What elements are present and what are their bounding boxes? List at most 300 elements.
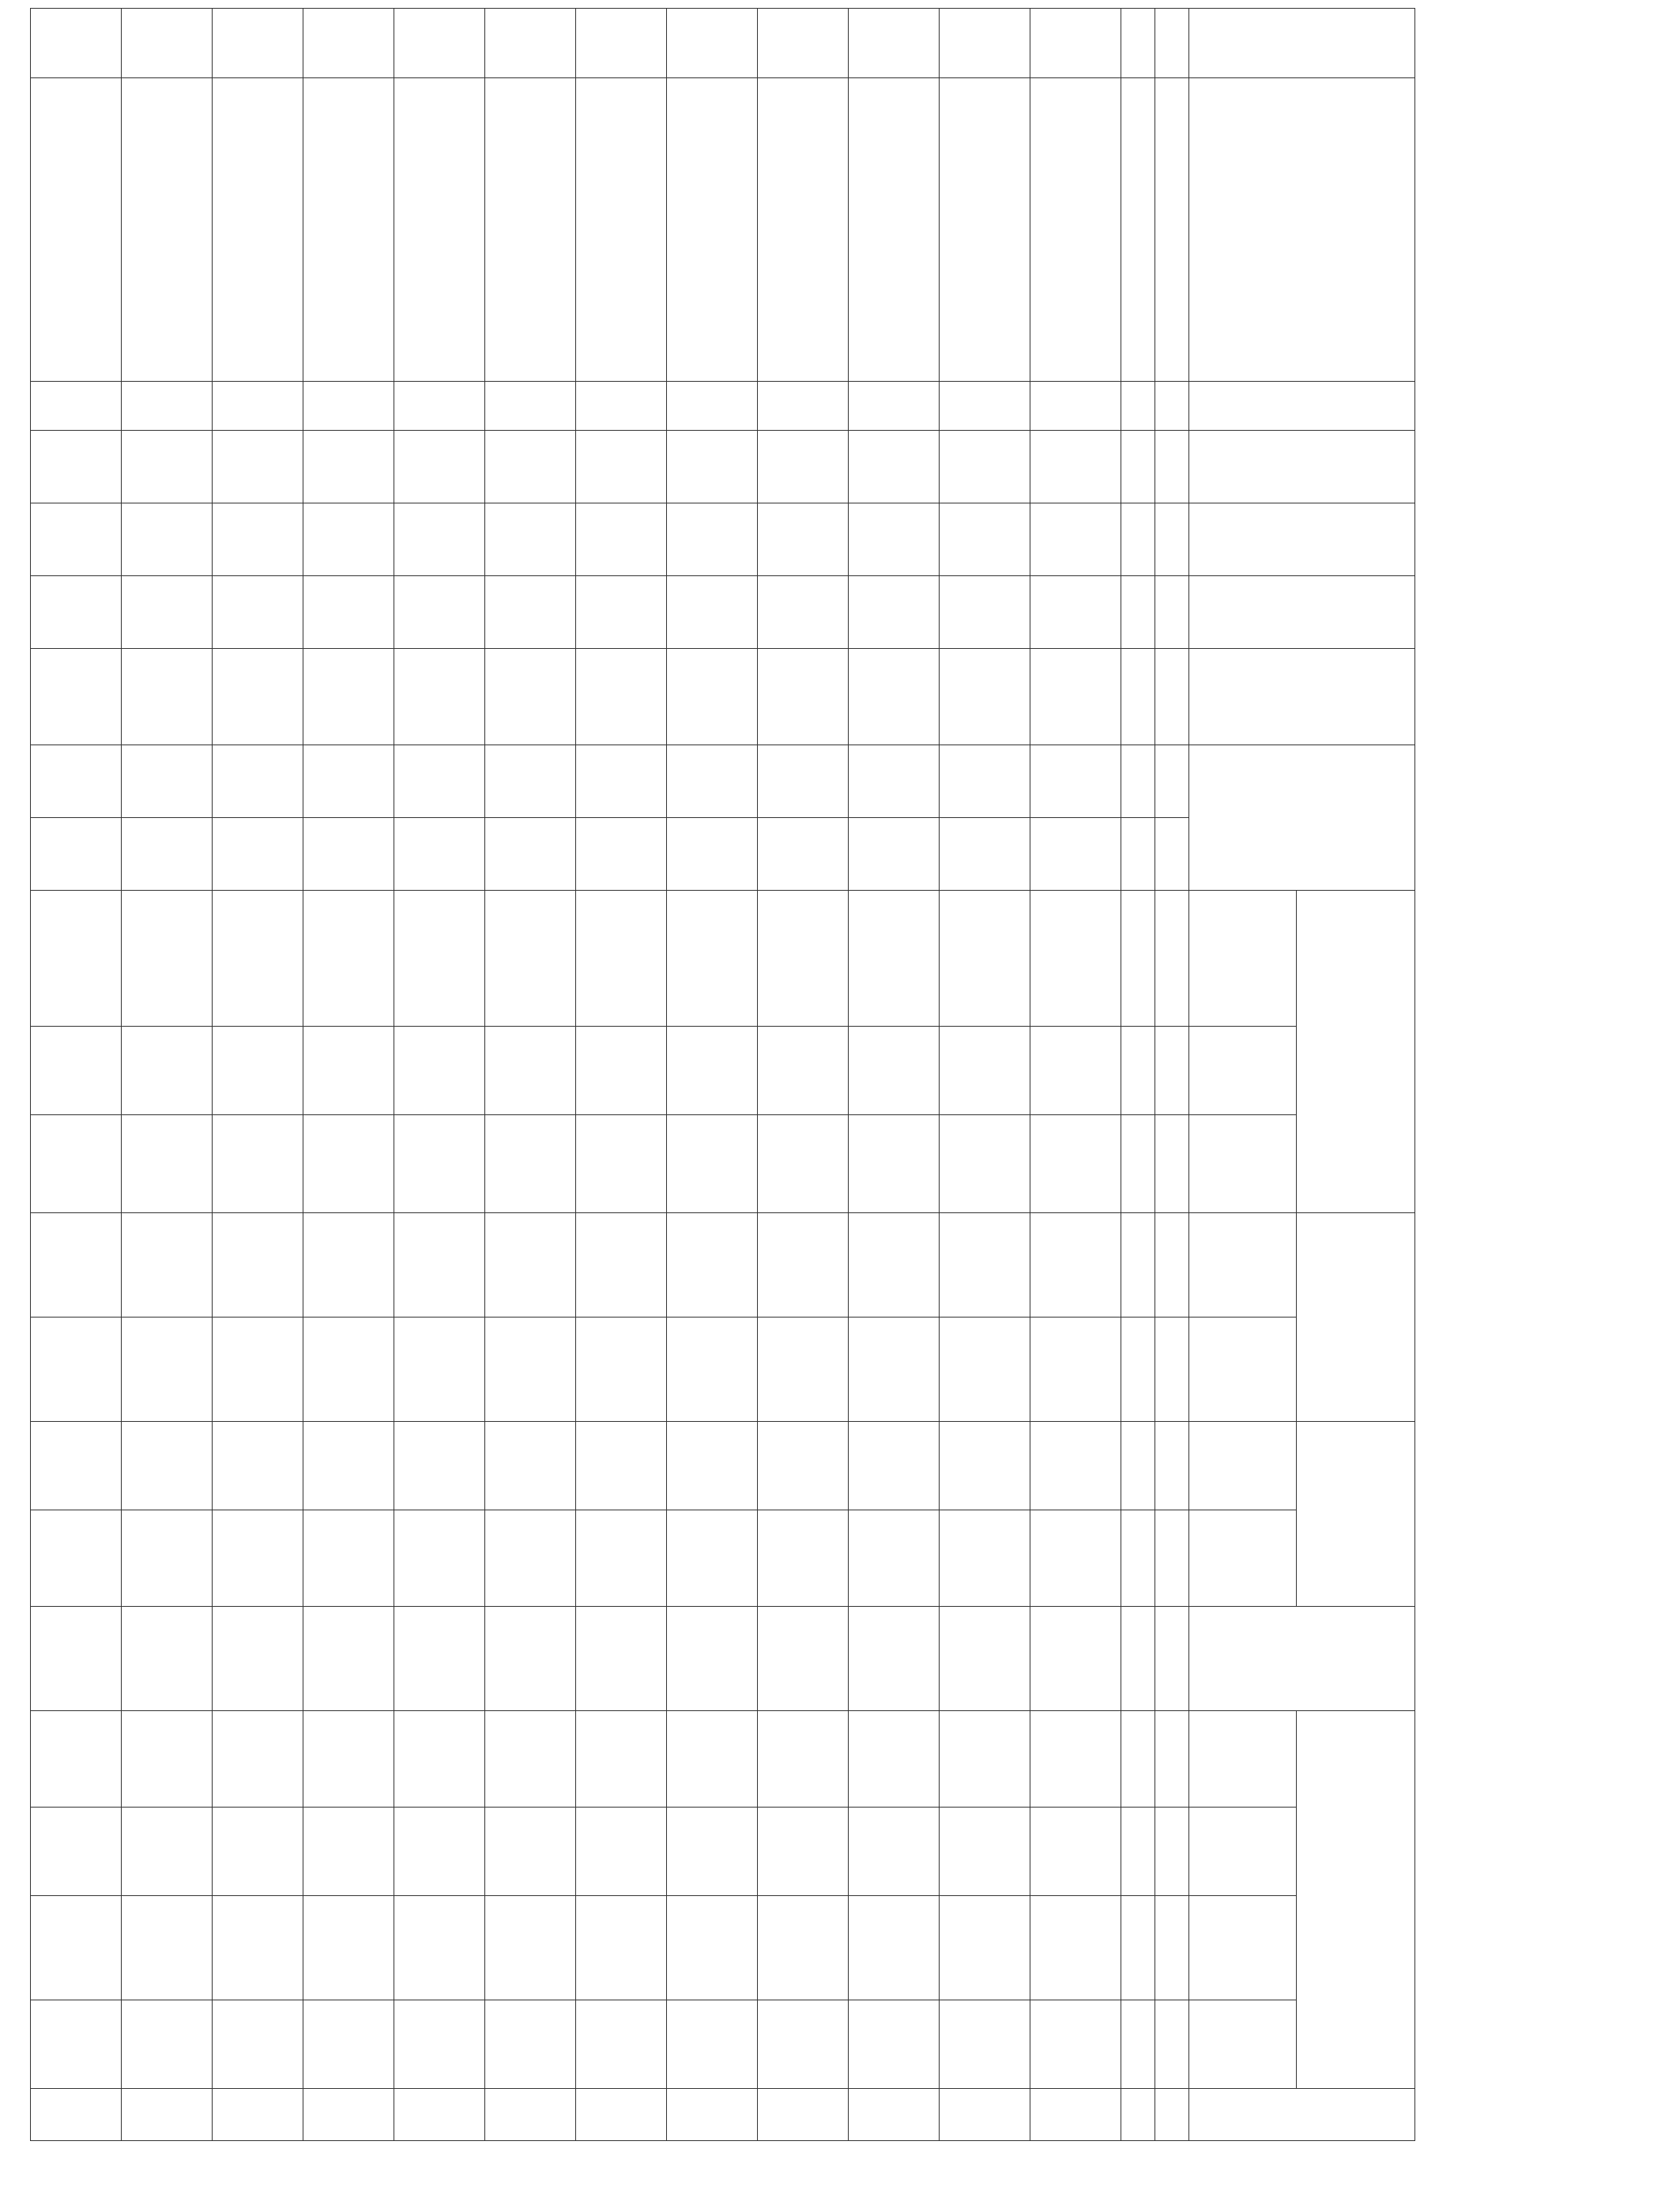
cell-paquete xyxy=(303,2000,394,2089)
col-header-cisternas-portatiles xyxy=(1297,1213,1415,1422)
cell-grupo xyxy=(667,503,758,576)
cell-instr-transporte xyxy=(485,1213,576,1318)
cell-disp-esp xyxy=(485,649,576,745)
cell-cant-exceptuada xyxy=(576,818,667,891)
col-header-categoria xyxy=(1189,1607,1415,1711)
cell-disp-esp-embalaje xyxy=(31,1027,122,1115)
cell-cant-exceptuada xyxy=(667,818,758,891)
cell-categoria xyxy=(122,1607,213,1711)
cell-granel xyxy=(213,1808,303,1896)
col-header-cantidades xyxy=(1189,745,1415,891)
cell-carga xyxy=(576,1896,667,2000)
col-number-cell xyxy=(1121,382,1155,431)
col-number-cell xyxy=(1121,503,1155,576)
table-row xyxy=(1030,9,1121,2141)
cell-disp-esp-rid xyxy=(576,1510,667,1607)
cell-codigo xyxy=(31,431,122,503)
dangerous-goods-table xyxy=(30,8,1415,2141)
cell-granel xyxy=(485,1808,576,1896)
col-header-disp-esp-cp xyxy=(1189,1318,1297,1422)
reference-row xyxy=(1155,9,1189,2141)
cell-un-no xyxy=(940,9,1030,78)
col-number-cell xyxy=(1121,1510,1155,1607)
col-header-grupo xyxy=(1189,503,1415,576)
cell-cant-limitada xyxy=(213,745,303,818)
col-number-cell xyxy=(1121,649,1155,745)
ref-cell xyxy=(1155,1422,1189,1510)
cell-codigo xyxy=(849,431,940,503)
cell-cant-limitada xyxy=(758,745,849,818)
ref-cell xyxy=(1155,891,1189,1027)
cell-disp-esp-cp xyxy=(667,1318,758,1422)
cell-carga xyxy=(1030,1896,1121,2000)
cell-instr-transporte xyxy=(31,1213,122,1318)
cell-carga xyxy=(485,1896,576,2000)
ref-cell xyxy=(1155,503,1189,576)
cell-disp-esp-cp xyxy=(1030,1318,1121,1422)
cell-disp-esp xyxy=(394,649,485,745)
cell-codigo-cisterna xyxy=(31,1422,122,1510)
cell-codigo-cisterna xyxy=(576,1422,667,1510)
cell-clase xyxy=(849,382,940,431)
cell-bultos xyxy=(485,1711,576,1808)
cell-cant-exceptuada xyxy=(940,818,1030,891)
col-header-disp-esp-embalaje xyxy=(1189,1027,1297,1115)
cell-categoria xyxy=(31,1607,122,1711)
cell-carga xyxy=(667,1896,758,2000)
table-row xyxy=(213,9,303,2141)
cell-codigo xyxy=(758,431,849,503)
cell-disp-esp-rid xyxy=(667,1510,758,1607)
cell-granel xyxy=(303,1808,394,1896)
cell-disp-esp-rid xyxy=(758,1510,849,1607)
cell-numero-peligro xyxy=(849,2089,940,2141)
cell-name xyxy=(667,78,758,382)
table-row xyxy=(576,9,667,2141)
cell-name xyxy=(394,78,485,382)
ref-cell xyxy=(1155,1808,1189,1896)
cell-instr-embalaje xyxy=(31,891,122,1027)
cell-paquete xyxy=(394,2000,485,2089)
cell-etiquetas xyxy=(213,576,303,649)
ref-cell xyxy=(1155,1896,1189,2000)
cell-disp-comun xyxy=(576,1115,667,1213)
cell-bultos xyxy=(1030,1711,1121,1808)
cell-disp-esp-cp xyxy=(122,1318,213,1422)
cell-categoria xyxy=(940,1607,1030,1711)
cell-clase xyxy=(667,382,758,431)
cell-codigo xyxy=(576,431,667,503)
cell-etiquetas xyxy=(576,576,667,649)
table-row xyxy=(485,9,576,2141)
cell-instr-transporte xyxy=(394,1213,485,1318)
col-header-disp-esp-rid xyxy=(1189,1510,1297,1607)
ref-cell xyxy=(1155,1027,1189,1115)
cell-name xyxy=(213,78,303,382)
cell-granel xyxy=(31,1808,122,1896)
cell-bultos xyxy=(394,1711,485,1808)
col-header-instr-embalaje xyxy=(1189,891,1297,1027)
cell-granel xyxy=(849,1808,940,1896)
cell-carga xyxy=(849,1896,940,2000)
col-number-cell xyxy=(1121,9,1155,78)
cell-carga xyxy=(758,1896,849,2000)
cell-bultos xyxy=(849,1711,940,1808)
cell-codigo-cisterna xyxy=(485,1422,576,1510)
cell-paquete xyxy=(213,2000,303,2089)
cell-codigo-cisterna xyxy=(1030,1422,1121,1510)
cell-numero-peligro xyxy=(213,2089,303,2141)
cell-paquete xyxy=(122,2000,213,2089)
cell-cant-exceptuada xyxy=(31,818,122,891)
ref-cell xyxy=(1155,745,1189,818)
cell-name xyxy=(122,78,213,382)
cell-cant-exceptuada xyxy=(758,818,849,891)
cell-disp-esp-cp xyxy=(758,1318,849,1422)
cell-paquete xyxy=(667,2000,758,2089)
cell-instr-transporte xyxy=(940,1213,1030,1318)
col-header-embalaje xyxy=(1297,891,1415,1213)
cell-disp-esp-cp xyxy=(849,1318,940,1422)
ref-cell xyxy=(1155,1607,1189,1711)
cell-disp-comun xyxy=(940,1115,1030,1213)
cell-paquete xyxy=(576,2000,667,2089)
cell-numero-peligro xyxy=(1030,2089,1121,2141)
ref-cell xyxy=(1155,1510,1189,1607)
cell-disp-esp-rid xyxy=(485,1510,576,1607)
cell-instr-embalaje xyxy=(394,891,485,1027)
cell-cant-exceptuada xyxy=(849,818,940,891)
cell-disp-esp-cp xyxy=(31,1318,122,1422)
col-header-disp-transporte xyxy=(1297,1711,1415,2089)
cell-granel xyxy=(758,1808,849,1896)
cell-instr-transporte xyxy=(303,1213,394,1318)
cell-bultos xyxy=(122,1711,213,1808)
ref-cell xyxy=(1155,1318,1189,1422)
cell-name xyxy=(1030,78,1121,382)
ref-cell xyxy=(1155,649,1189,745)
cell-paquete xyxy=(758,2000,849,2089)
cell-name xyxy=(31,78,122,382)
cell-un-no xyxy=(1030,9,1121,78)
cell-disp-esp-embalaje xyxy=(758,1027,849,1115)
cell-disp-esp xyxy=(31,649,122,745)
cell-numero-peligro xyxy=(485,2089,576,2141)
table-row xyxy=(122,9,213,2141)
table-row xyxy=(758,9,849,2141)
col-number-cell xyxy=(1121,1607,1155,1711)
cell-numero-peligro xyxy=(576,2089,667,2141)
cell-categoria xyxy=(303,1607,394,1711)
col-number-cell xyxy=(1121,576,1155,649)
cell-disp-esp-embalaje xyxy=(667,1027,758,1115)
cell-un-no xyxy=(122,9,213,78)
cell-categoria xyxy=(1030,1607,1121,1711)
cell-disp-esp-rid xyxy=(849,1510,940,1607)
col-header-disp-comun xyxy=(1189,1115,1297,1213)
document-page xyxy=(157,0,1415,2194)
cell-carga xyxy=(940,1896,1030,2000)
cell-un-no xyxy=(667,9,758,78)
cell-name xyxy=(303,78,394,382)
cell-instr-transporte xyxy=(213,1213,303,1318)
cell-grupo xyxy=(849,503,940,576)
cell-cant-exceptuada xyxy=(485,818,576,891)
cell-un-no xyxy=(31,9,122,78)
cell-bultos xyxy=(31,1711,122,1808)
cell-codigo-cisterna xyxy=(122,1422,213,1510)
cell-categoria xyxy=(667,1607,758,1711)
cell-un-no xyxy=(849,9,940,78)
cell-paquete xyxy=(485,2000,576,2089)
col-number-cell xyxy=(1121,745,1155,818)
cell-etiquetas xyxy=(31,576,122,649)
cell-disp-esp-embalaje xyxy=(213,1027,303,1115)
cell-clase xyxy=(485,382,576,431)
cell-clase xyxy=(31,382,122,431)
cell-codigo-cisterna xyxy=(667,1422,758,1510)
cell-disp-esp-rid xyxy=(1030,1510,1121,1607)
cell-grupo xyxy=(576,503,667,576)
cell-instr-transporte xyxy=(758,1213,849,1318)
table-row xyxy=(849,9,940,2141)
cell-cant-limitada xyxy=(122,745,213,818)
col-number-cell xyxy=(1121,431,1155,503)
cell-bultos xyxy=(303,1711,394,1808)
cell-disp-esp xyxy=(758,649,849,745)
cell-codigo xyxy=(303,431,394,503)
col-number-cell xyxy=(1121,1808,1155,1896)
col-number-cell xyxy=(1121,1318,1155,1422)
cell-numero-peligro xyxy=(667,2089,758,2141)
cell-disp-esp-embalaje xyxy=(303,1027,394,1115)
ref-cell xyxy=(1155,2000,1189,2089)
col-header-un-no xyxy=(1189,9,1415,78)
cell-codigo xyxy=(485,431,576,503)
cell-cant-exceptuada xyxy=(394,818,485,891)
cell-instr-transporte xyxy=(1030,1213,1121,1318)
cell-grupo xyxy=(940,503,1030,576)
col-header-granel xyxy=(1189,1808,1297,1896)
table-row xyxy=(940,9,1030,2141)
cell-disp-esp-embalaje xyxy=(849,1027,940,1115)
cell-cant-limitada xyxy=(940,745,1030,818)
col-header-name xyxy=(1189,78,1415,382)
cell-granel xyxy=(576,1808,667,1896)
cell-categoria xyxy=(394,1607,485,1711)
cell-disp-esp-rid xyxy=(122,1510,213,1607)
cell-clase xyxy=(576,382,667,431)
cell-grupo xyxy=(31,503,122,576)
col-number-cell xyxy=(1121,78,1155,382)
cell-clase xyxy=(394,382,485,431)
cell-cant-exceptuada xyxy=(1030,818,1121,891)
cell-disp-comun xyxy=(303,1115,394,1213)
cell-codigo xyxy=(213,431,303,503)
cell-disp-esp-rid xyxy=(213,1510,303,1607)
cell-name xyxy=(485,78,576,382)
cell-disp-esp-cp xyxy=(303,1318,394,1422)
cell-cant-limitada xyxy=(31,745,122,818)
cell-disp-esp xyxy=(576,649,667,745)
cell-carga xyxy=(394,1896,485,2000)
col-number-cell xyxy=(1121,2000,1155,2089)
col-number-cell xyxy=(1121,2089,1155,2141)
cell-instr-embalaje xyxy=(1030,891,1121,1027)
col-header-codigo xyxy=(1189,431,1415,503)
cell-codigo xyxy=(940,431,1030,503)
cell-disp-comun xyxy=(667,1115,758,1213)
cell-cant-exceptuada xyxy=(303,818,394,891)
cell-carga xyxy=(303,1896,394,2000)
cell-disp-comun xyxy=(1030,1115,1121,1213)
ref-cell xyxy=(1155,1115,1189,1213)
cell-granel xyxy=(122,1808,213,1896)
table-row xyxy=(667,9,758,2141)
cell-cant-limitada xyxy=(303,745,394,818)
cell-etiquetas xyxy=(394,576,485,649)
cell-codigo xyxy=(122,431,213,503)
col-number-cell xyxy=(1121,1027,1155,1115)
cell-disp-esp-rid xyxy=(394,1510,485,1607)
cell-categoria xyxy=(213,1607,303,1711)
cell-numero-peligro xyxy=(122,2089,213,2141)
cell-disp-comun xyxy=(758,1115,849,1213)
cell-disp-esp-embalaje xyxy=(940,1027,1030,1115)
cell-cant-limitada xyxy=(849,745,940,818)
cell-cant-limitada xyxy=(667,745,758,818)
cell-carga xyxy=(31,1896,122,2000)
cell-cant-limitada xyxy=(1030,745,1121,818)
table-row xyxy=(303,9,394,2141)
col-number-cell xyxy=(1121,1115,1155,1213)
cell-disp-esp-rid xyxy=(940,1510,1030,1607)
col-number-cell xyxy=(1121,1711,1155,1808)
ref-cell xyxy=(1155,818,1189,891)
cell-grupo xyxy=(485,503,576,576)
col-number-cell xyxy=(1121,1896,1155,2000)
cell-name xyxy=(940,78,1030,382)
col-header-clase xyxy=(1189,382,1415,431)
cell-paquete xyxy=(849,2000,940,2089)
cell-granel xyxy=(667,1808,758,1896)
cell-disp-esp-embalaje xyxy=(576,1027,667,1115)
col-header-cisternas-rid xyxy=(1297,1422,1415,1607)
cell-etiquetas xyxy=(303,576,394,649)
cell-instr-embalaje xyxy=(758,891,849,1027)
cell-granel xyxy=(940,1808,1030,1896)
cell-categoria xyxy=(849,1607,940,1711)
col-number-cell xyxy=(1121,891,1155,1027)
cell-etiquetas xyxy=(849,576,940,649)
cell-disp-comun xyxy=(213,1115,303,1213)
table-row xyxy=(394,9,485,2141)
cell-codigo-cisterna xyxy=(303,1422,394,1510)
cell-grupo xyxy=(303,503,394,576)
cell-instr-embalaje xyxy=(303,891,394,1027)
cell-disp-esp xyxy=(303,649,394,745)
cell-etiquetas xyxy=(1030,576,1121,649)
cell-carga xyxy=(122,1896,213,2000)
cell-disp-esp-cp xyxy=(576,1318,667,1422)
cell-bultos xyxy=(758,1711,849,1808)
cell-grupo xyxy=(122,503,213,576)
cell-disp-esp xyxy=(940,649,1030,745)
cell-disp-esp-rid xyxy=(303,1510,394,1607)
ref-cell xyxy=(1155,78,1189,382)
cell-categoria xyxy=(576,1607,667,1711)
cell-instr-embalaje xyxy=(849,891,940,1027)
cell-instr-embalaje xyxy=(485,891,576,1027)
ref-cell xyxy=(1155,2089,1189,2141)
cell-codigo xyxy=(1030,431,1121,503)
ref-cell xyxy=(1155,1711,1189,1808)
col-number-cell xyxy=(1121,1422,1155,1510)
cell-clase xyxy=(758,382,849,431)
cell-un-no xyxy=(758,9,849,78)
cell-un-no xyxy=(576,9,667,78)
cell-disp-esp-embalaje xyxy=(485,1027,576,1115)
cell-un-no xyxy=(303,9,394,78)
cell-codigo xyxy=(667,431,758,503)
cell-carga xyxy=(213,1896,303,2000)
cell-cant-limitada xyxy=(485,745,576,818)
cell-etiquetas xyxy=(758,576,849,649)
cell-disp-esp-embalaje xyxy=(394,1027,485,1115)
ref-cell xyxy=(1155,382,1189,431)
cell-clase xyxy=(1030,382,1121,431)
cell-etiquetas xyxy=(485,576,576,649)
col-header-paquete xyxy=(1189,2000,1297,2089)
cell-etiquetas xyxy=(940,576,1030,649)
cell-disp-comun xyxy=(849,1115,940,1213)
cell-codigo-cisterna xyxy=(213,1422,303,1510)
cell-disp-comun xyxy=(122,1115,213,1213)
cell-disp-esp-embalaje xyxy=(122,1027,213,1115)
cell-bultos xyxy=(667,1711,758,1808)
cell-disp-esp xyxy=(1030,649,1121,745)
cell-cant-exceptuada xyxy=(122,818,213,891)
cell-instr-transporte xyxy=(576,1213,667,1318)
ref-cell xyxy=(1155,576,1189,649)
cell-paquete xyxy=(940,2000,1030,2089)
cell-categoria xyxy=(485,1607,576,1711)
cell-name xyxy=(758,78,849,382)
cell-grupo xyxy=(1030,503,1121,576)
cell-codigo-cisterna xyxy=(394,1422,485,1510)
cell-disp-esp xyxy=(849,649,940,745)
cell-un-no xyxy=(394,9,485,78)
cell-codigo-cisterna xyxy=(940,1422,1030,1510)
cell-numero-peligro xyxy=(31,2089,122,2141)
cell-bultos xyxy=(213,1711,303,1808)
cell-disp-comun xyxy=(485,1115,576,1213)
cell-etiquetas xyxy=(122,576,213,649)
cell-disp-esp-cp xyxy=(940,1318,1030,1422)
col-header-carga xyxy=(1189,1896,1297,2000)
cell-un-no xyxy=(485,9,576,78)
col-header-etiquetas xyxy=(1189,576,1415,649)
col-header-numero-peligro xyxy=(1189,2089,1415,2141)
cell-disp-esp xyxy=(122,649,213,745)
cell-grupo xyxy=(213,503,303,576)
col-header-bultos xyxy=(1189,1711,1297,1808)
cell-disp-esp-embalaje xyxy=(1030,1027,1121,1115)
ref-cell xyxy=(1155,9,1189,78)
cell-numero-peligro xyxy=(394,2089,485,2141)
cell-clase xyxy=(303,382,394,431)
cell-instr-transporte xyxy=(122,1213,213,1318)
